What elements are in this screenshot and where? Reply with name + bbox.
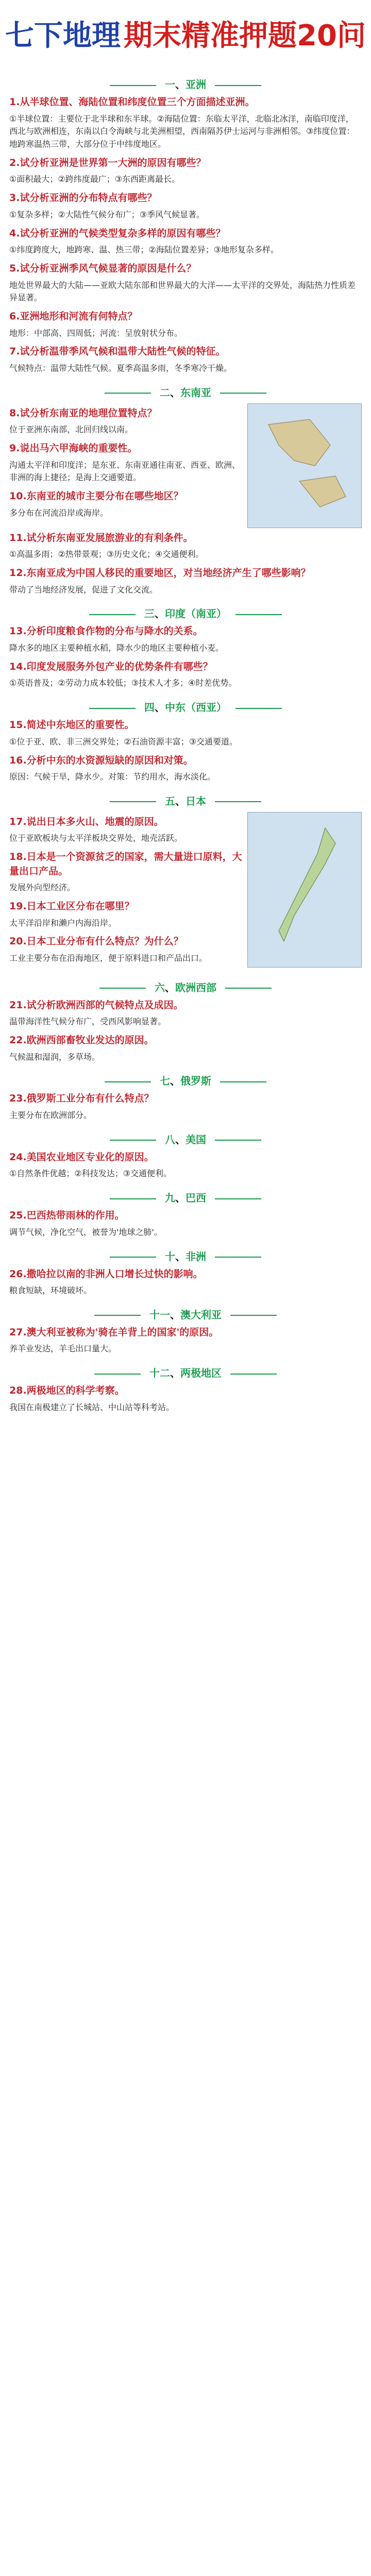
question: 13.分析印度粮食作物的分布与降水的关系。 xyxy=(9,625,203,637)
question: 7.试分析温带季风气候和温带大陆性气候的特征。 xyxy=(9,346,226,358)
page-title xyxy=(0,0,371,67)
answer: 降水多的地区主要种植水稻，降水少的地区主要种植小麦。 xyxy=(9,643,224,653)
question: 27.澳大利亚被称为'骑在羊背上的国家'的原因。 xyxy=(9,1326,219,1338)
answer: 温带海洋性气候分布广，受西风影响显著。 xyxy=(9,1016,166,1027)
question: 10.东南亚的城市主要分布在哪些地区？ xyxy=(9,490,183,502)
answer: 地形：中部高、四周低；河流：呈放射状分布。 xyxy=(9,328,183,338)
answer: ①面积最大；②跨纬度最广；③东西距离最长。 xyxy=(9,174,180,184)
question: 4.试分析亚洲的气候类型复杂多样的原因有哪些？ xyxy=(9,227,226,239)
answer: ①半球位置：主要位于北半球和东半球。②海陆位置：东临太平洋，北临北冰洋，南临印度洋，西北与欧洲相连，东南以白令海峡与北美洲相望，西南隔苏伊士运河与非洲相邻。③纬度位置：地跨寒温热三带，大部分位于中纬度地区。 xyxy=(9,113,355,149)
answer: ①高温多雨；②热带景观；③历史文化；④交通便利。 xyxy=(9,549,204,560)
question: 1.从半球位置、海陆位置和纬度位置三个方面描述亚洲。 xyxy=(9,96,255,108)
answer: ①位于亚、欧、非三洲交界处；②石油资源丰富；③交通要道。 xyxy=(9,736,238,747)
answer: 位于亚欧板块与太平洋板块交界处，地壳活跃。 xyxy=(9,833,183,843)
section-header: 十二、两极地区 xyxy=(9,1365,362,1380)
answer: 气候特点：温带大陆性气候。夏季高温多雨，冬季寒冷干燥。 xyxy=(9,363,232,373)
question: 17.说出日本多火山、地震的原因。 xyxy=(9,816,164,827)
question: 24.美国农业地区专业化的原因。 xyxy=(9,1151,154,1163)
answer: 沟通太平洋和印度洋；是东亚、东南亚通往南亚、西亚、欧洲、非洲的海上捷径；是海上交通要道。 xyxy=(9,460,241,483)
section-header: 六、欧洲西部 xyxy=(9,979,362,994)
answer: 调节气候，净化空气，被誉为'地球之肺'。 xyxy=(9,1227,162,1237)
question: 23.俄罗斯工业分布有什么特点？ xyxy=(9,1093,154,1105)
answer: ①纬度跨度大，地跨寒、温、热三带；②海陆位置差异；③地形复杂多样。 xyxy=(9,245,279,255)
section-header: 一、亚洲 xyxy=(9,76,362,91)
question: 18.日本是一个资源贫乏的国家，需大量进口原料，大量出口产品。 xyxy=(9,851,242,877)
answer: 带动了当地经济发展，促进了文化交流。 xyxy=(9,584,158,595)
question: 19.日本工业区分布在哪里？ xyxy=(9,901,134,912)
question: 5.试分析亚洲季风气候显著的原因是什么？ xyxy=(9,262,196,274)
section-header: 二、东南亚 xyxy=(9,384,362,399)
question: 6.亚洲地形和河流有何特点？ xyxy=(9,311,138,323)
section-header: 五、日本 xyxy=(9,793,362,808)
question: 16.分析中东的水资源短缺的原因和对策。 xyxy=(9,754,193,766)
question: 26.撒哈拉以南的非洲人口增长过快的影响。 xyxy=(9,1268,203,1280)
title-part2: 期末精准押题20问 xyxy=(124,19,366,53)
answer: 我国在南极建立了长城站、中山站等科考站。 xyxy=(9,1402,175,1412)
answer: 地处世界最大的大陆——亚欧大陆东部和世界最大的大洋——太平洋的交界处，海陆热力性质差异显著。 xyxy=(9,280,356,303)
question: 22.欧洲西部畜牧业发达的原因。 xyxy=(9,1035,154,1046)
answer: 气候温和湿润，多草场。 xyxy=(9,1052,100,1062)
question: 28.两极地区的科学考察。 xyxy=(9,1385,125,1397)
answer: 太平洋沿岸和濑户内海沿岸。 xyxy=(9,918,117,928)
answer: 主要分布在欧洲部分。 xyxy=(9,1110,92,1121)
section-header: 三、印度（南亚） xyxy=(9,605,362,620)
question: 2.试分析亚洲是世界第一大洲的原因有哪些？ xyxy=(9,157,206,168)
answer: 多分布在河流沿岸或海岸。 xyxy=(9,507,109,518)
question: 20.日本工业分布有什么特点？为什么？ xyxy=(9,936,183,947)
question: 11.试分析东南亚发展旅游业的有利条件。 xyxy=(9,532,193,544)
question: 14.印度发展服务外包产业的优势条件有哪些？ xyxy=(9,660,213,672)
answer: ①英语普及；②劳动力成本较低；③技术人才多；④时差优势。 xyxy=(9,678,237,688)
section-header: 七、俄罗斯 xyxy=(9,1073,362,1088)
japan-map-image xyxy=(247,812,362,968)
answer: 粮食短缺，环境破坏。 xyxy=(9,1285,92,1296)
title-part1: 七下地理 xyxy=(5,19,121,53)
section-header: 十一、澳大利亚 xyxy=(9,1307,362,1321)
section-header: 四、中东（西亚） xyxy=(9,699,362,714)
section-header: 九、巴西 xyxy=(9,1190,362,1205)
answer: 发展外向型经济。 xyxy=(9,883,76,893)
question: 25.巴西热带雨林的作用。 xyxy=(9,1210,125,1222)
answer: 位于亚洲东南部，北回归线以南。 xyxy=(9,425,133,435)
answer: ①复杂多样；②大陆性气候分布广；③季风气候显著。 xyxy=(9,209,205,219)
section-header: 十、非洲 xyxy=(9,1248,362,1263)
answer: 原因：气候干旱，降水少。对策：节约用水，海水淡化。 xyxy=(9,772,216,782)
answer: ①自然条件优越；②科技发达；③交通便利。 xyxy=(9,1168,172,1179)
question: 15.简述中东地区的重要性。 xyxy=(9,719,134,731)
question: 9.说出马六甲海峡的重要性。 xyxy=(9,443,138,454)
question: 8.试分析东南亚的地理位置特点？ xyxy=(9,407,157,419)
question: 12.东南亚成为中国人移民的重要地区，对当地经济产生了哪些影响？ xyxy=(9,567,311,579)
map-image xyxy=(247,403,362,528)
question: 3.试分析亚洲的分布特点有哪些？ xyxy=(9,192,157,204)
section-header: 八、美国 xyxy=(9,1131,362,1146)
answer: 工业主要分布在沿海地区，便于原料进口和产品出口。 xyxy=(9,953,208,963)
answer: 养羊业发达，羊毛出口量大。 xyxy=(9,1344,117,1354)
question: 21.试分析欧洲西部的气候特点及成因。 xyxy=(9,999,183,1011)
